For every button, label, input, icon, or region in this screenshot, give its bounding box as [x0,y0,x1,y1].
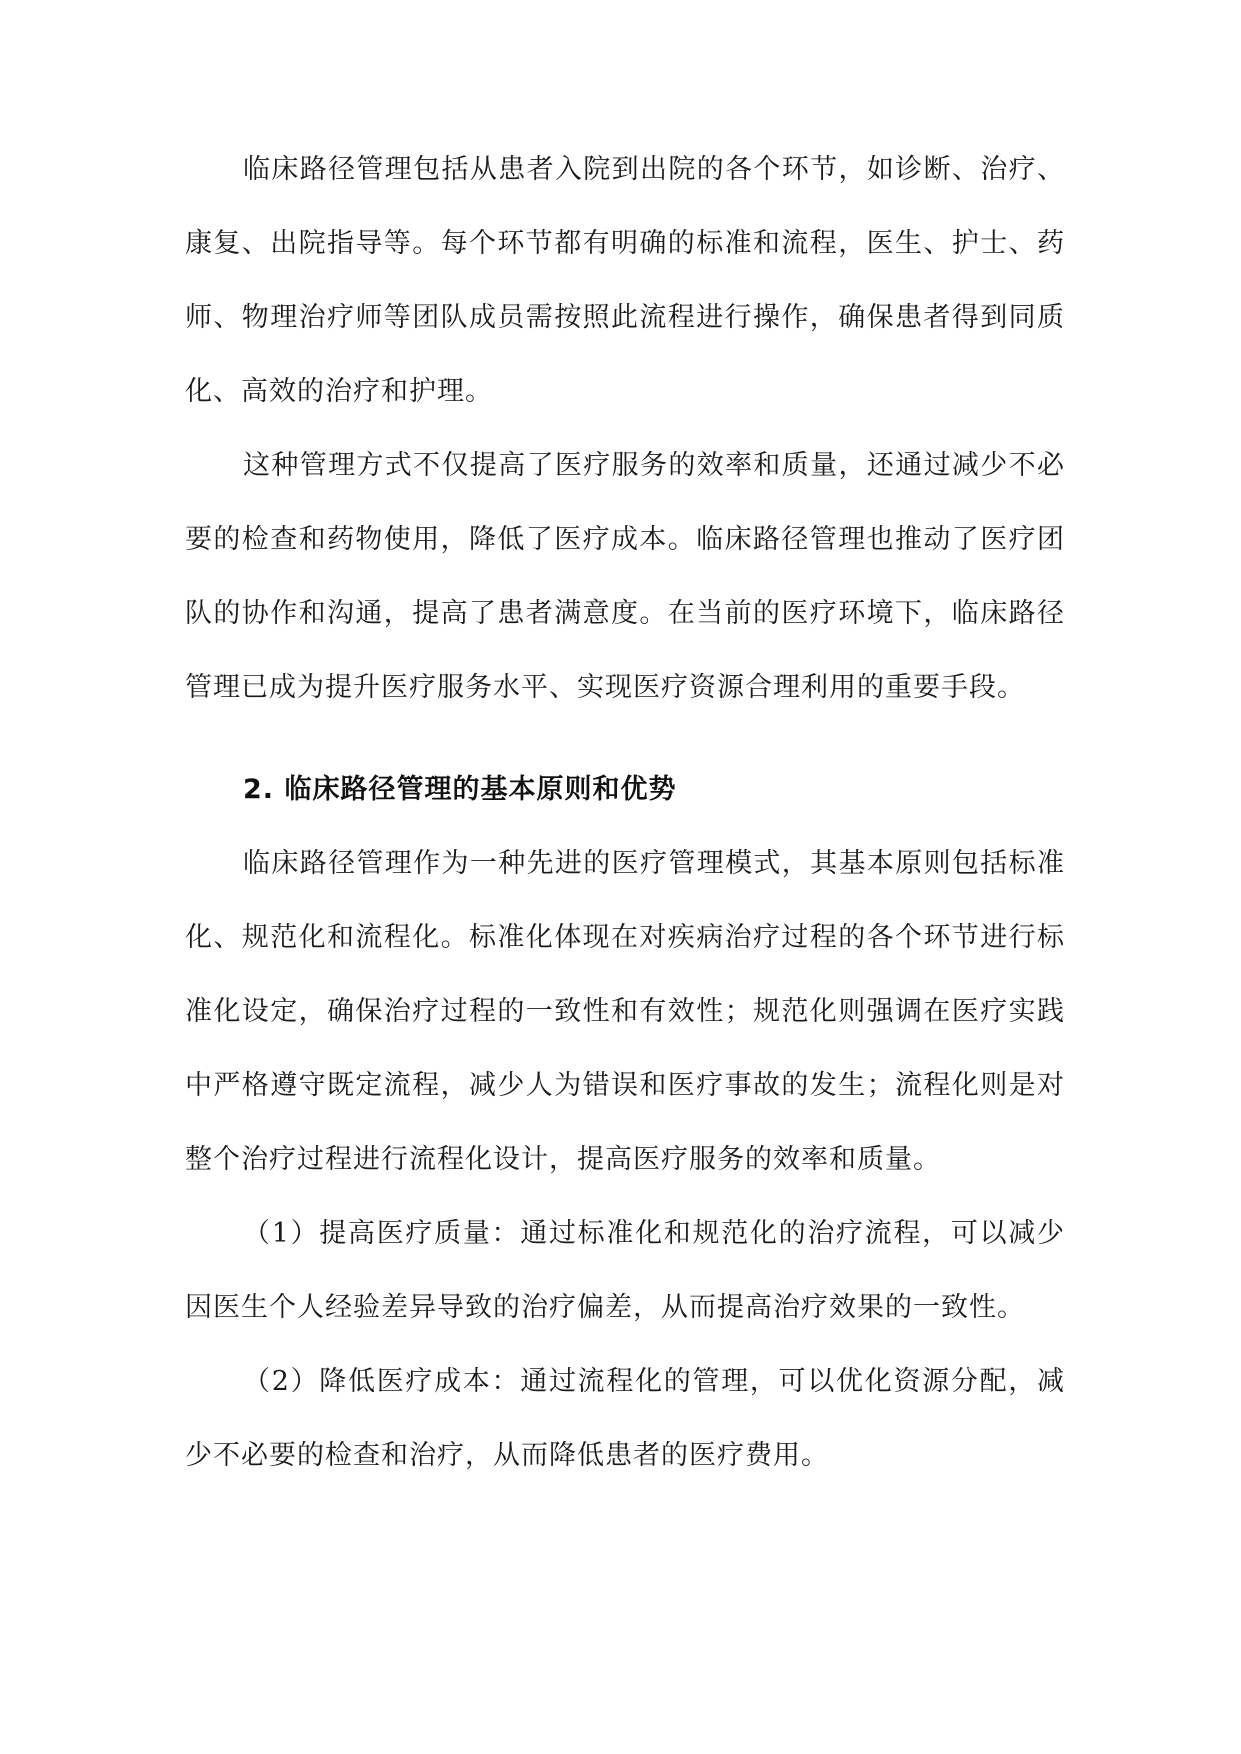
paragraph-clinical-pathway-scope: 临床路径管理包括从患者入院到出院的各个环节，如诊断、治疗、康复、出院指导等。每个环节都有明确的标准和流程，医生、护士、药师、物理治疗师等团队成员需按照此流程进行操作，确保患者得到同质化、高效的治疗和护理。 [185,154,1065,407]
paragraph-management-benefits: 这种管理方式不仅提高了医疗服务的效率和质量，还通过减少不必要的检查和药物使用，降低了医疗成本。临床路径管理也推动了医疗团队的协作和沟通，提高了患者满意度。在当前的医疗环境下，临床路径管理已成为提升医疗服务水平、实现医疗资源合理利用的重要手段。 [185,450,1065,703]
document-body [185,133,1065,1493]
section-heading: 2. 临床路径管理的基本原则和优势 [243,774,677,805]
list-item-reduce-cost: （2）降低医疗成本：通过流程化的管理，可以优化资源分配，减少不必要的检查和治疗，从而降低患者的医疗费用。 [185,1366,1065,1471]
list-item-improve-quality: （1）提高医疗质量：通过标准化和规范化的治疗流程，可以减少因医生个人经验差异导致的治疗偏差，从而提高治疗效果的一致性。 [185,1218,1065,1323]
paragraph-basic-principles: 临床路径管理作为一种先进的医疗管理模式，其基本原则包括标准化、规范化和流程化。标准化体现在对疾病治疗过程的各个环节进行标准化设定，确保治疗过程的一致性和有效性；规范化则强调在医疗实践中严格遵守既定流程，减少人为错误和医疗事故的发生；流程化则是对整个治疗过程进行流程化设计，提高医疗服务的效率和质量。 [185,848,1065,1175]
